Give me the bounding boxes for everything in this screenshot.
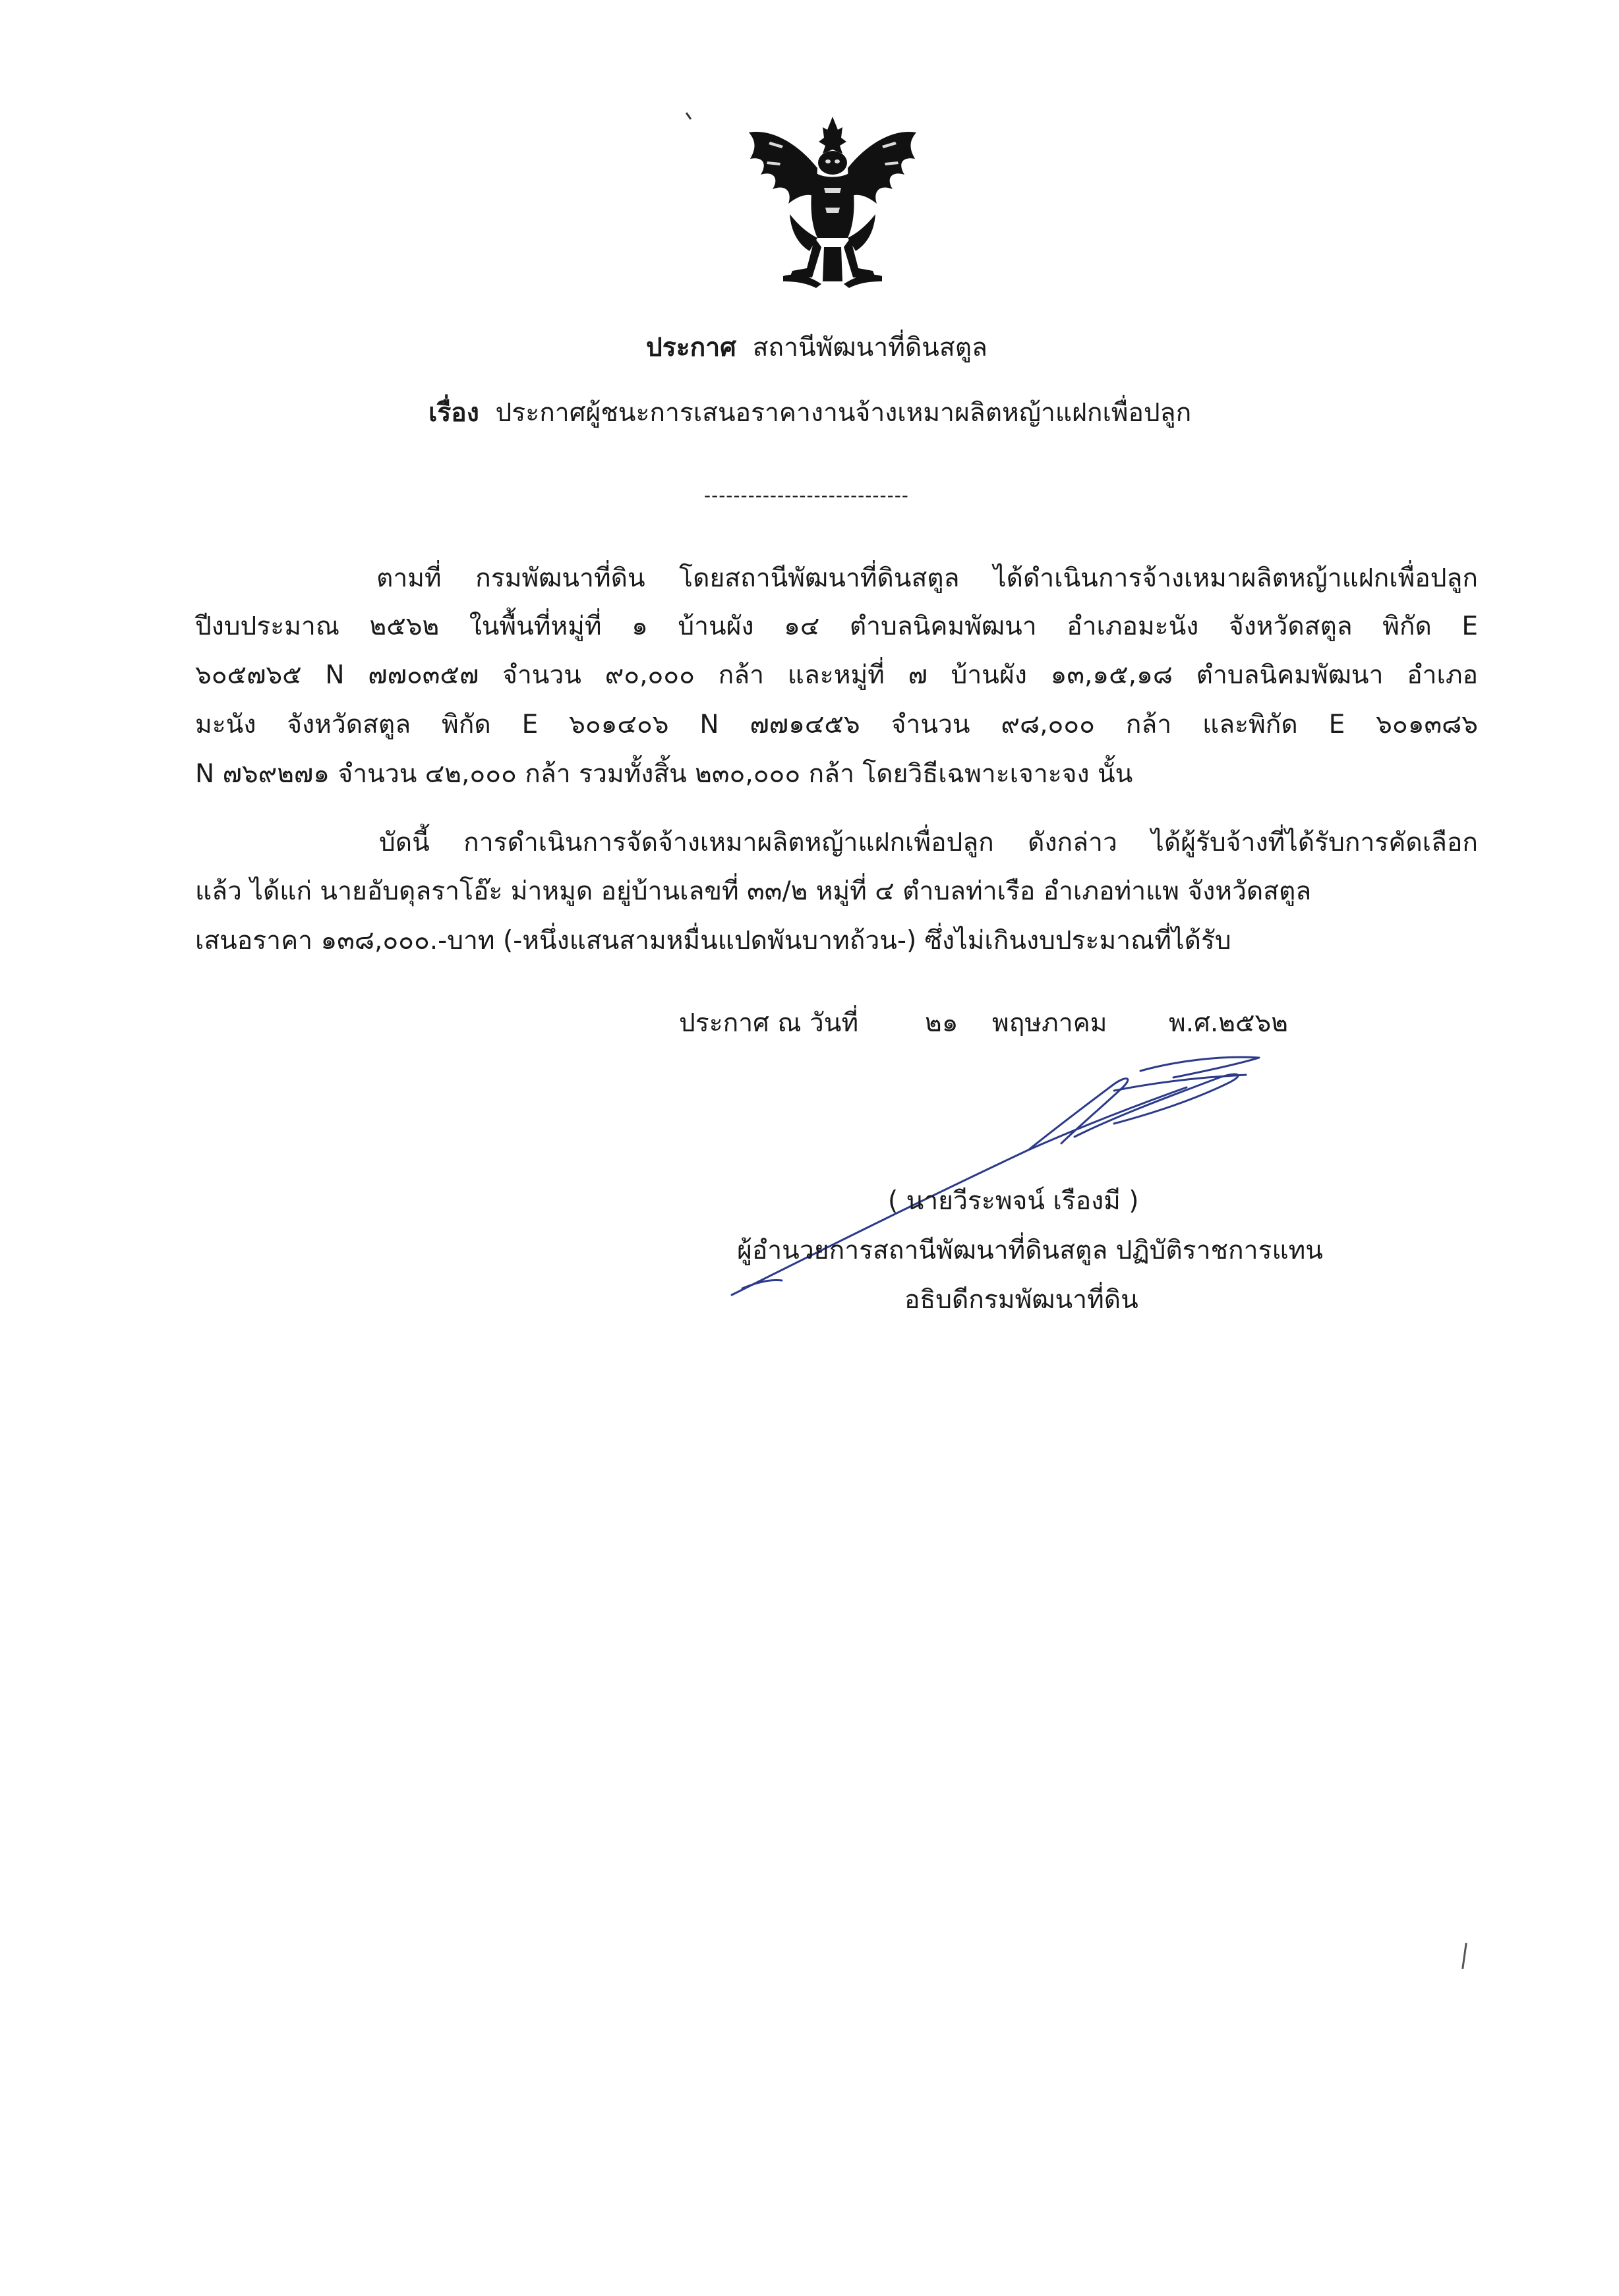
date-month: พฤษภาคม [992, 1008, 1107, 1038]
paragraph-1-line: ๖๐๕๗๖๕ N ๗๗๐๓๕๗ จำนวน ๙๐,๐๐๐ กล้า และหมู่ที่ ๗ บ้านผัง ๑๓,๑๕,๑๘ ตำบลนิคมพัฒนา อำเภอ [195, 660, 1478, 690]
announcement-heading [646, 335, 987, 360]
subject-text: ประกาศผู้ชนะการเสนอราคางานจ้างเหมาผลิตหญ้าแฝกเพื่อปลูก [495, 398, 1192, 428]
paragraph-1-line: มะนัง จังหวัดสตูล พิกัด E ๖๐๑๔๐๖ N ๗๗๑๔๕๖ จำนวน ๙๘,๐๐๐ กล้า และพิกัด E ๖๐๑๓๘๖ [195, 710, 1478, 739]
issuer-name: สถานีพัฒนาที่ดินสตูล [752, 333, 987, 362]
scan-mark [1461, 1943, 1467, 1969]
paragraph-1-line: ปีงบประมาณ ๒๕๖๒ ในพื้นที่หมู่ที่ ๑ บ้านผัง ๑๔ ตำบลนิคมพัฒนา อำเภอมะนัง จังหวัดสตูล พิกัด E [195, 612, 1478, 641]
paragraph-1-line: N ๗๖๙๒๗๑ จำนวน ๔๒,๐๐๐ กล้า รวมทั้งสิ้น ๒๓๐,๐๐๐ กล้า โดยวิธีเฉพาะเจาะจง นั้น [195, 759, 1133, 789]
paragraph-2-line: แล้ว ได้แก่ นายอับดุลราโอ๊ะ ม่าหมูด อยู่บ้านเลขที่ ๓๓/๒ หมู่ที่ ๔ ตำบลท่าเรือ อำเภอท่าแพ จังหวัดสตูล [195, 876, 1312, 906]
date-day: ๒๑ [925, 1008, 958, 1038]
signatory-position-line-2: อธิบดีกรมพัฒนาที่ดิน [904, 1285, 1138, 1315]
announcement-label: ประกาศ [646, 333, 736, 362]
subject-heading [428, 400, 1191, 426]
garuda-emblem [744, 115, 922, 290]
paragraph-1-line: ตามที่ กรมพัฒนาที่ดิน โดยสถานีพัฒนาที่ดินสตูล ได้ดำเนินการจ้างเหมาผลิตหญ้าแฝกเพื่อปลูก [376, 563, 1478, 593]
handwritten-signature [719, 1031, 1312, 1315]
signatory-name: ( นายวีระพจน์ เรืองมี ) [888, 1186, 1139, 1216]
paragraph-2-line: บัดนี้ การดำเนินการจัดจ้างเหมาผลิตหญ้าแฝกเพื่อปลูก ดังกล่าว ได้ผู้รับจ้างที่ได้รับการคัดเลือก [379, 828, 1478, 857]
date-prefix: ประกาศ ณ วันที่ [679, 1008, 859, 1038]
signatory-position-line-1: ผู้อำนวยการสถานีพัฒนาที่ดินสตูล ปฏิบัติราชการแทน [737, 1236, 1323, 1265]
scan-speck [686, 112, 692, 120]
subject-label: เรื่อง [428, 398, 479, 428]
paragraph-2-line: เสนอราคา ๑๓๘,๐๐๐.-บาท (-หนึ่งแสนสามหมื่นแปดพันบาทถ้วน-) ซึ่งไม่เกินงบประมาณที่ได้รับ [195, 926, 1231, 956]
heading-divider: ---------------------------- [704, 484, 909, 506]
date-year: พ.ศ.๒๕๖๒ [1169, 1008, 1288, 1038]
